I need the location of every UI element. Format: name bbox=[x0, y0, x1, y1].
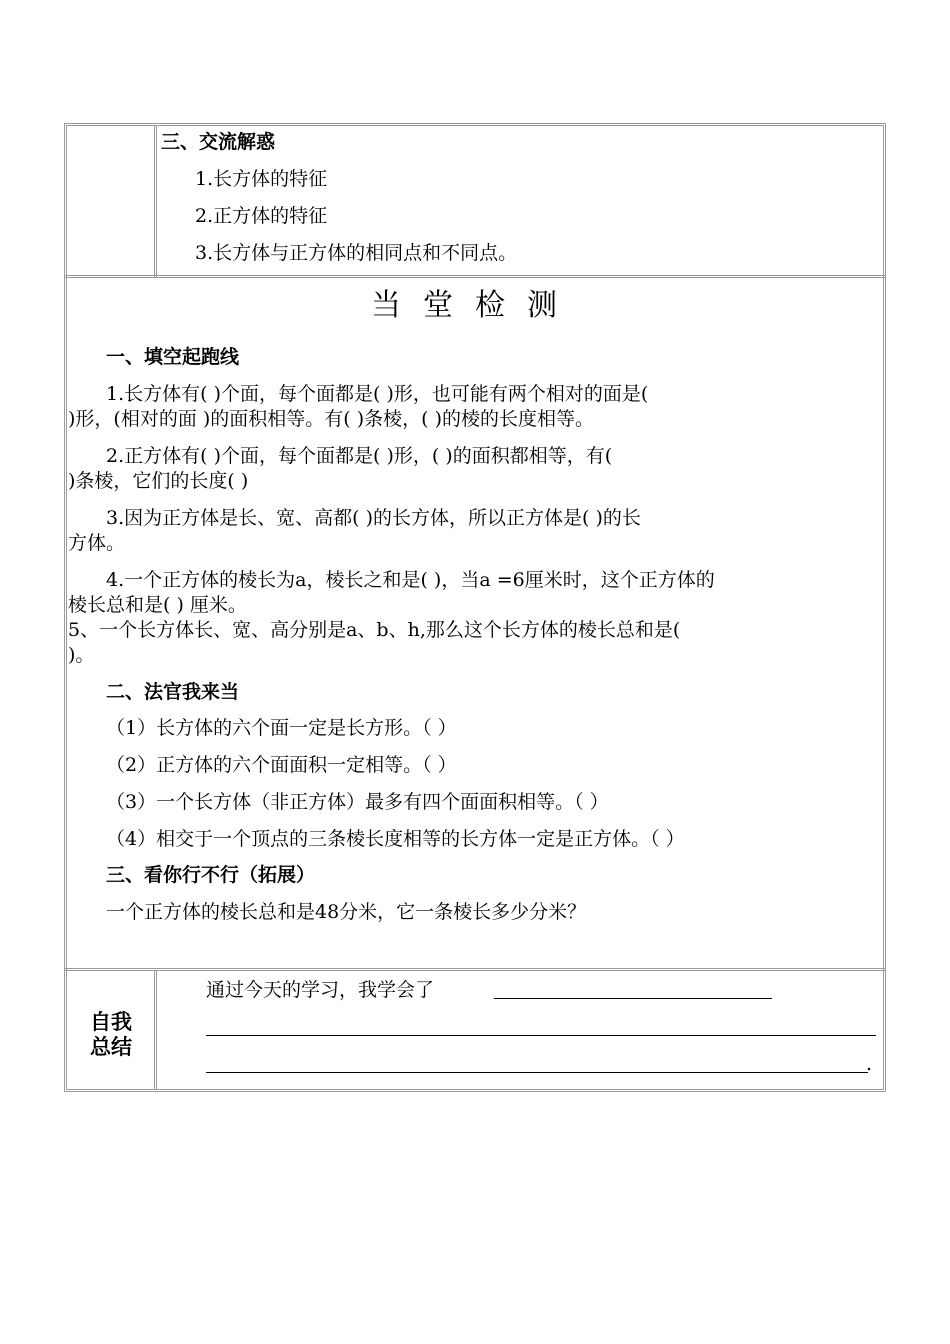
fill-blank-line: 方体。 bbox=[68, 532, 126, 554]
summary-prompt: 通过今天的学习，我学会了 bbox=[206, 979, 435, 1001]
column-divider-top bbox=[154, 125, 157, 277]
judge-item-1: （1）长方体的六个面一定是长方形。（ ） bbox=[106, 717, 457, 739]
fill-blank-line: 1.长方体有( )个面，每个面都是( )形，也可能有两个相对的面是( bbox=[106, 383, 649, 405]
row-divider-top-section bbox=[64, 275, 886, 278]
summary-blank-1[interactable] bbox=[494, 998, 772, 999]
section-heading-discussion: 三、交流解惑 bbox=[161, 131, 276, 153]
part2-heading: 二、法官我来当 bbox=[106, 681, 240, 703]
fill-blank-line: )。 bbox=[68, 644, 95, 666]
fill-blank-line: )条棱，它们的长度( ) bbox=[68, 470, 249, 492]
fill-blank-line: 棱长总和是( ) 厘米。 bbox=[68, 594, 247, 616]
test-title: 当堂检测 bbox=[371, 288, 579, 323]
discussion-item-2: 2.正方体的特征 bbox=[195, 205, 328, 227]
summary-label-line1: 自我 bbox=[90, 1010, 132, 1034]
judge-item-3: （3）一个长方体（非正方体）最多有四个面面积相等。（ ） bbox=[106, 791, 609, 813]
discussion-item-3: 3.长方体与正方体的相同点和不同点。 bbox=[195, 242, 518, 264]
extension-question: 一个正方体的棱长总和是48分米，它一条棱长多少分米？ bbox=[106, 901, 587, 923]
summary-blank-2[interactable] bbox=[206, 1035, 876, 1036]
judge-item-2: （2）正方体的六个面面积一定相等。（ ） bbox=[106, 754, 457, 776]
fill-blank-line: 2.正方体有( )个面，每个面都是( )形，( )的面积都相等，有( bbox=[106, 445, 613, 467]
summary-blank-3[interactable] bbox=[206, 1072, 868, 1073]
part3-heading: 三、看你行不行（拓展） bbox=[106, 864, 316, 886]
judge-item-4: （4）相交于一个顶点的三条棱长度相等的长方体一定是正方体。（ ） bbox=[106, 828, 685, 850]
summary-label-line2: 总结 bbox=[90, 1035, 132, 1059]
part1-heading: 一、填空起跑线 bbox=[106, 346, 240, 368]
fill-blank-line: 3.因为正方体是长、宽、高都( )的长方体，所以正方体是( )的长 bbox=[106, 507, 641, 529]
fill-blank-line: )形，(相对的面 )的面积相等。有( )条棱，( )的棱的长度相等。 bbox=[68, 408, 595, 430]
fill-blank-line: 4.一个正方体的棱长为a，棱长之和是( )，当a =6厘米时，这个正方体的 bbox=[106, 569, 715, 591]
summary-end-mark: . bbox=[866, 1053, 873, 1075]
row-divider-test-section bbox=[64, 968, 886, 971]
discussion-item-1: 1.长方体的特征 bbox=[195, 168, 328, 190]
fill-blank-line: 5、一个长方体长、宽、高分别是a、b、h,那么这个长方体的棱长总和是( bbox=[68, 619, 681, 641]
column-divider-summary bbox=[154, 970, 157, 1090]
